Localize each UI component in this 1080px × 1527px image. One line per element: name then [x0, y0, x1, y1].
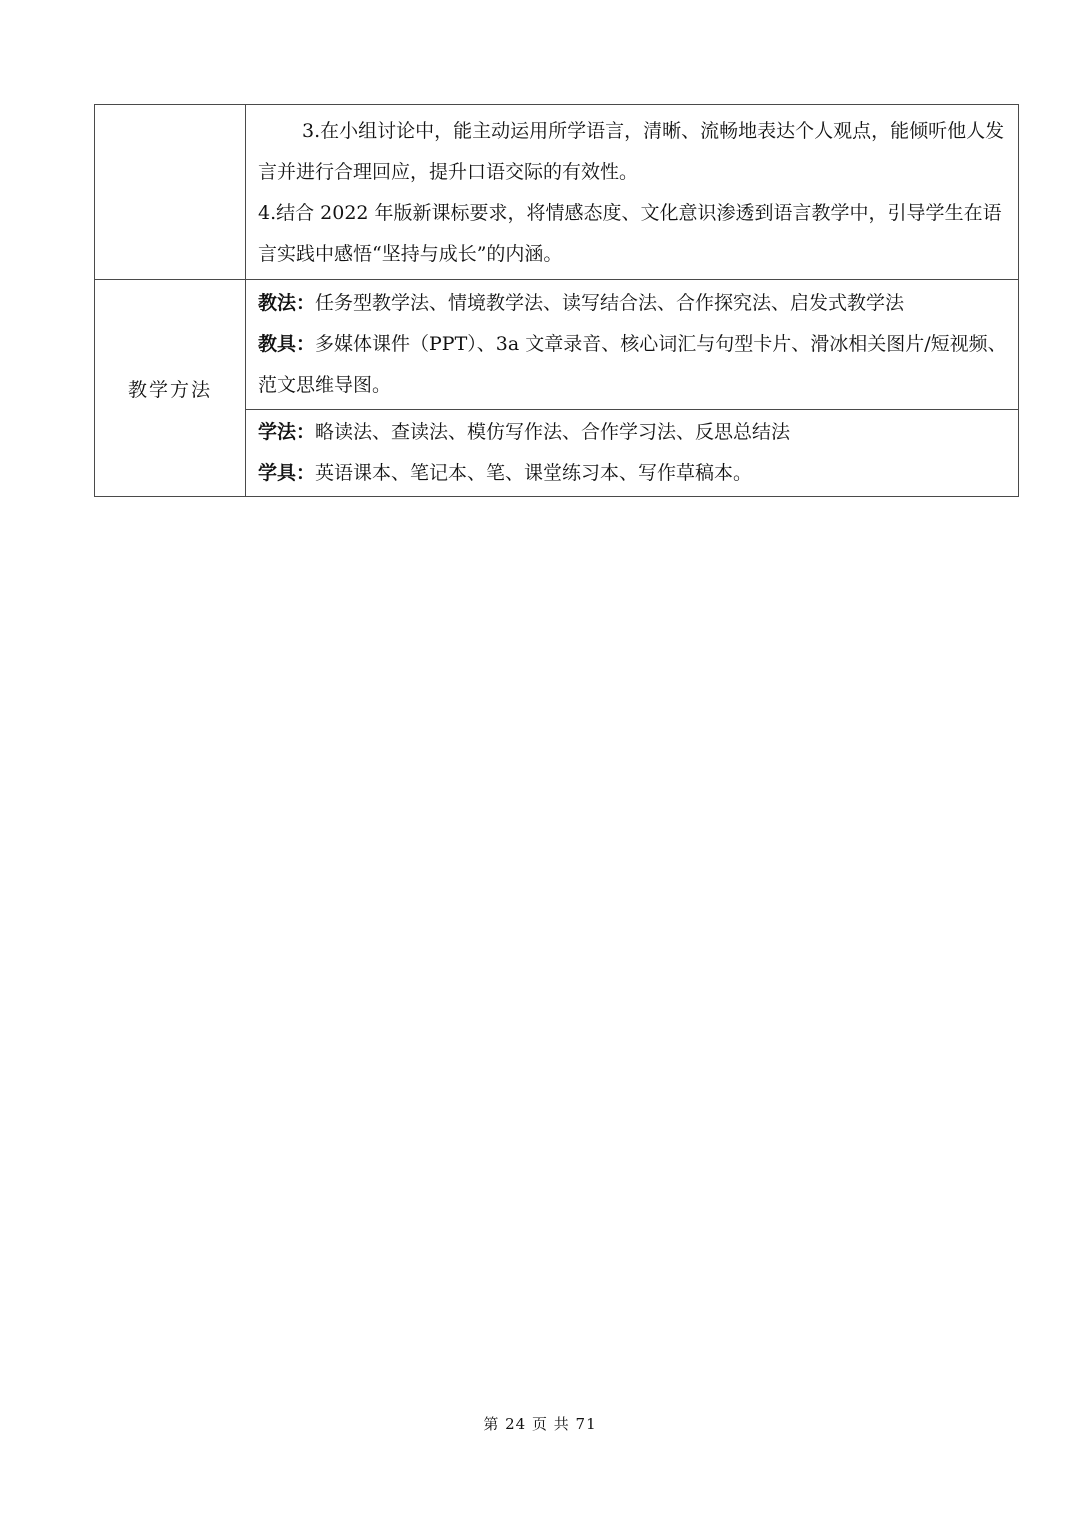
objectives-content-cell — [246, 105, 1019, 280]
objectives-label-cell — [95, 105, 246, 280]
learn-tools-line — [258, 453, 1008, 494]
page-footer: 第 24 页 共 71 — [483, 1415, 597, 1433]
objective-item-3: 3.在小组讨论中，能主动运用所学语言，清晰、流畅地表达个人观点，能倾听他人发言并进行合理回应，提升口语交际的有效性。 — [258, 120, 1005, 183]
teach-method-line — [258, 283, 1008, 324]
objective-item-4: 4.结合 2022 年版新课标要求，将情感态度、文化意识渗透到语言教学中，引导学生在语言实践中感悟“坚持与成长”的内涵。 — [258, 202, 1002, 265]
learn-method-text: 略读法、查读法、模仿写作法、合作学习法、反思总结法 — [315, 421, 791, 443]
teach-method-label: 教法： — [258, 292, 316, 314]
teach-tools-label: 教具： — [258, 333, 316, 355]
learn-tools-label: 学具： — [258, 462, 316, 484]
learn-tools-text: 英语课本、笔记本、笔、课堂练习本、写作草稿本。 — [315, 462, 753, 484]
teaching-method-content-cell — [246, 280, 1019, 410]
teach-method-text: 任务型教学法、情境教学法、读写结合法、合作探究法、启发式教学法 — [315, 292, 905, 314]
teach-tools-text: 多媒体课件（PPT）、3a 文章录音、核心词汇与句型卡片、滑冰相关图片/短视频、范文思维导图。 — [258, 333, 1007, 396]
learn-method-label: 学法： — [258, 421, 316, 443]
teaching-method-row — [95, 280, 1019, 410]
learn-method-line — [258, 412, 1008, 453]
teaching-method-label: 教学方法 — [95, 280, 246, 497]
learning-method-content-cell — [246, 410, 1019, 497]
objectives-row — [95, 105, 1019, 280]
lesson-plan-table — [94, 104, 1019, 497]
teach-tools-line — [258, 324, 1008, 406]
